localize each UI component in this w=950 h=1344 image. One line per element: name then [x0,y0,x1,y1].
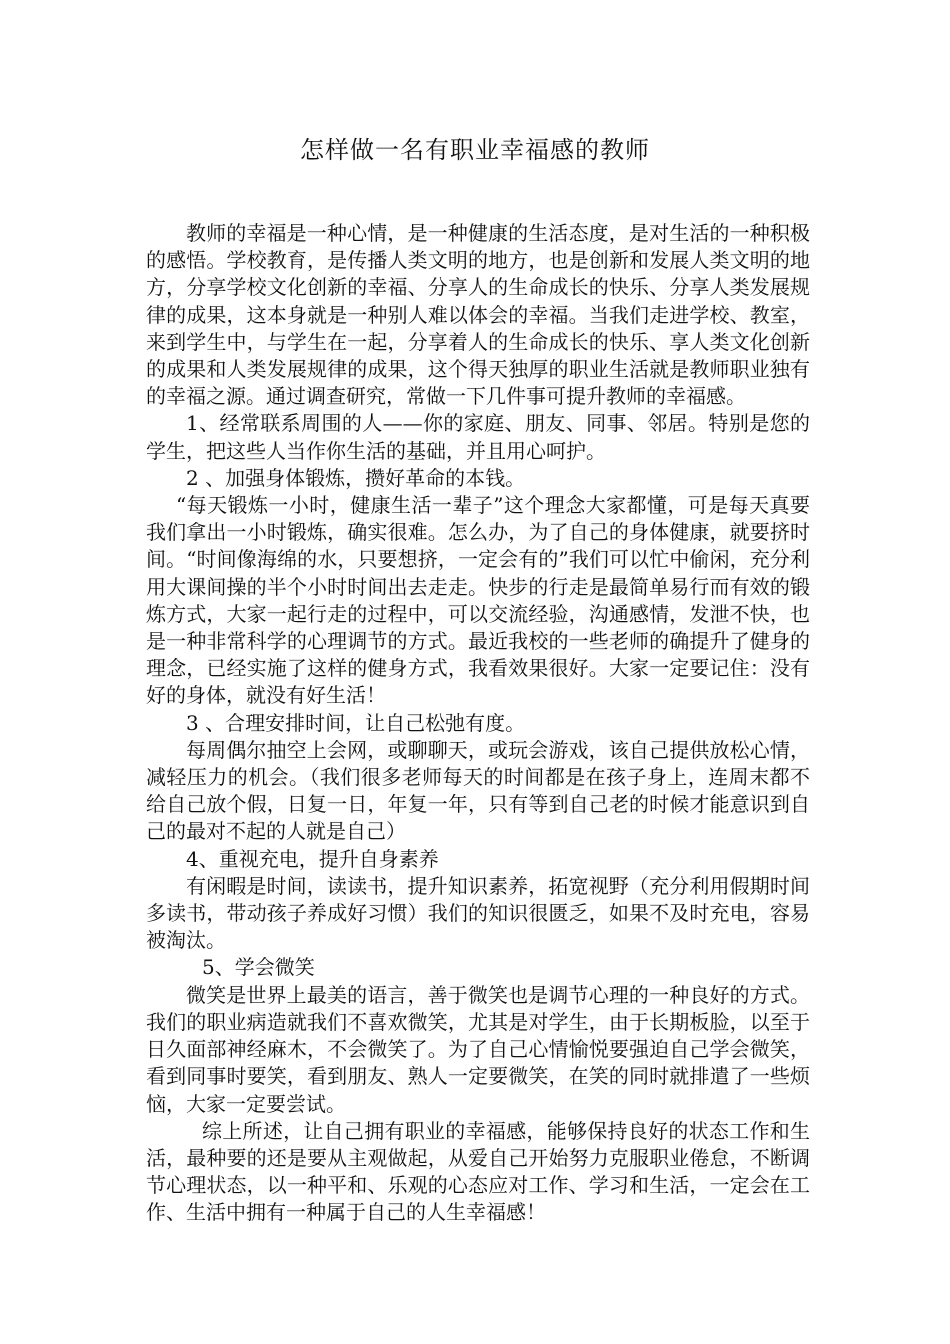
paragraph-item-1: 1、经常联系周围的人——你的家庭、朋友、同事、邻居。特别是您的学生，把这些人当作你生活的基础，并且用心呵护。 [146,411,810,463]
paragraph-exercise: “每天锻炼一小时，健康生活一辈子”这个理念大家都懂，可是每天真要我们拿出一小时锻炼，确实很难。怎么办，为了自己的身体健康，就要挤时间。“时间像海绵的水，只要想挤，一定会有的”我们可以忙中偷闲，充分利用大课间操的半个小时时间出去走走。快步的行走是最简单易行而有效的锻炼方式，大家一起行走的过程中，可以交流经验，沟通感情，发泄不快，也是一种非常科学的心理调节的方式。最近我校的一些老师的确提升了健身的理念，已经实施了这样的健身方式，我看效果很好。大家一定要记住：没有好的身体，就没有好生活！ [146,493,810,708]
paragraph-heading-3: 3 、合理安排时间，让自己松弛有度。 [186,710,526,735]
document-body [146,220,810,1227]
paragraph-smile: 微笑是世界上最美的语言，善于微笑也是调节心理的一种良好的方式。我们的职业病造就我们不喜欢微笑，尤其是对学生，由于长期板脸，以至于日久面部神经麻木，不会微笑了。为了自己心情愉悦要强迫自己学会微笑，看到同事时要笑，看到朋友、熟人一定要微笑，在笑的同时就排遣了一些烦恼，大家一定要尝试。 [146,982,810,1116]
paragraph-heading-4: 4、重视充电，提升自身素养 [186,846,439,871]
paragraph-time: 每周偶尔抽空上会网，或聊聊天，或玩会游戏，该自己提供放松心情，减轻压力的机会。（我们很多老师每天的时间都是在孩子身上，连周末都不给自己放个假，日复一日，年复一年，只有等到自己老的时候才能意识到自己的最对不起的人就是自己） [146,737,810,844]
document-title: 怎样做一名有职业幸福感的教师 [300,136,650,164]
paragraph-intro: 教师的幸福是一种心情，是一种健康的生活态度，是对生活的一种积极的感悟。学校教育，是传播人类文明的地方，也是创新和发展人类文明的地方，分享学校文化创新的幸福、分享人的生命成长的快乐、分享人类发展规律的成果，这本身就是一种别人难以体会的幸福。当我们走进学校、教室，来到学生中，与学生在一起，分享着人的生命成长的快乐、享人类文化创新的成果和人类发展规律的成果，这个得天独厚的职业生活就是教师职业独有的幸福之源。通过调查研究，常做一下几件事可提升教师的幸福感。 [146,221,810,409]
paragraph-conclusion: 综上所述，让自己拥有职业的幸福感，能够保持良好的状态工作和生活，最种要的还是要从主观做起，从爱自己开始努力克服职业倦怠，不断调节心理状态，以一种平和、乐观的心态应对工作、学习和生活，一定会在工作、生活中拥有一种属于自己的人生幸福感！ [146,1118,810,1225]
paragraph-heading-2: 2 、加强身体锻炼，攒好革命的本钱。 [186,465,526,490]
paragraph-recharge: 有闲暇是时间，读读书，提升知识素养，拓宽视野（充分利用假期时间多读书，带动孩子养成好习惯）我们的知识很匮乏，如果不及时充电，容易被淘汰。 [146,873,810,953]
paragraph-heading-5: 5、学会微笑 [202,955,315,980]
